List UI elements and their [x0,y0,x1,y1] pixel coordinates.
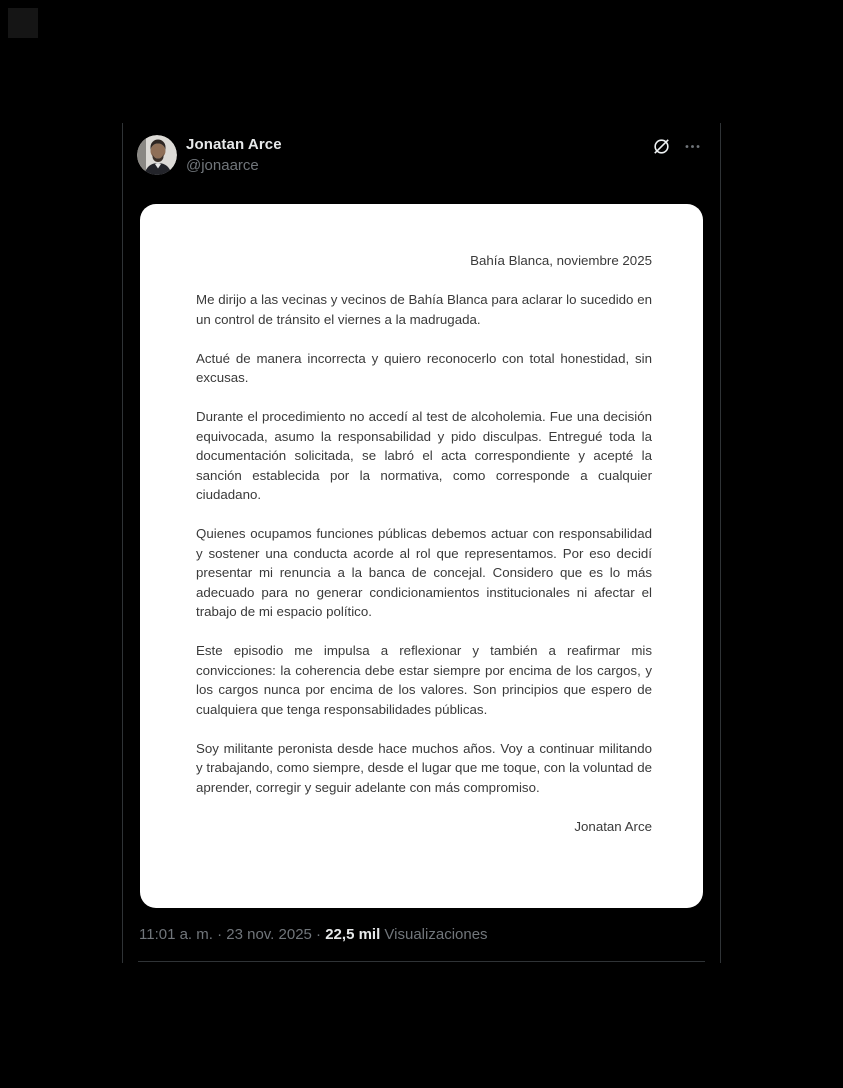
corner-decoration [8,8,38,38]
letter-paragraph: Me dirijo a las vecinas y vecinos de Bahía Blanca para aclarar lo sucedido en un control de tránsito el viernes a la madrugada. [196,292,652,327]
footer-divider [138,961,705,962]
views-count: 22,5 mil [325,926,381,943]
tweet-header [137,135,704,176]
tweet-meta [139,925,704,945]
letter-paragraph: Actué de manera incorrecta y quiero reconocerlo con total honestidad, sin excusas. [196,350,652,385]
letter-date-line: Bahía Blanca, noviembre 2025 [470,253,652,268]
header-actions [652,137,702,156]
letter-paragraph: Este episodio me impulsa a reflexionar y también a reafirmar mis convicciones: la coherencia debe estar siempre por encima de los cargos, y los cargos nunca por encima de los valores. Son principios que espero de cualquiera que tenga responsabilidades públicas. [196,643,652,717]
tweet-image-letter[interactable] [140,204,703,908]
timestamp-text: 11:01 a. m. · 23 nov. 2025 · [139,926,326,943]
author-block[interactable] [186,135,282,176]
letter-paragraph: Soy militante peronista desde hace muchos años. Voy a continuar militando y trabajando, como siempre, desde el lugar que me toque, con la voluntad de aprender, corregir y seguir adelante con más compromiso. [196,740,652,795]
more-icon[interactable] [683,137,702,156]
views-label: Visualizaciones [380,926,488,943]
letter-paragraph: Durante el procedimiento no accedí al test de alcoholemia. Fue una decisión equivocada, asumo la responsabilidad y pido disculpas. Entregué toda la documentación solicitada, se labró el acta correspondiente y acepté la sanción establecida por la normativa, como corresponde a cualquier ciudadano. [196,409,652,502]
letter-paragraphs [196,290,652,797]
avatar-photo [137,135,177,175]
letter-paragraph: Quienes ocupamos funciones públicas debemos actuar con responsabilidad y sostener una conducta acorde al rol que representamos. Por eso decidí presentar mi renuncia a la banca de concejal. Considero que es lo más adecuado para no generar condicionamientos institucionales ni afectar el trabajo de mi espacio político. [196,526,652,619]
letter-signature: Jonatan Arce [574,818,652,834]
tweet-article [122,123,721,963]
grok-icon[interactable] [652,137,671,156]
avatar[interactable] [137,135,177,175]
author-name[interactable]: Jonatan Arce [186,136,282,153]
author-handle[interactable]: @jonaarce [186,157,259,174]
